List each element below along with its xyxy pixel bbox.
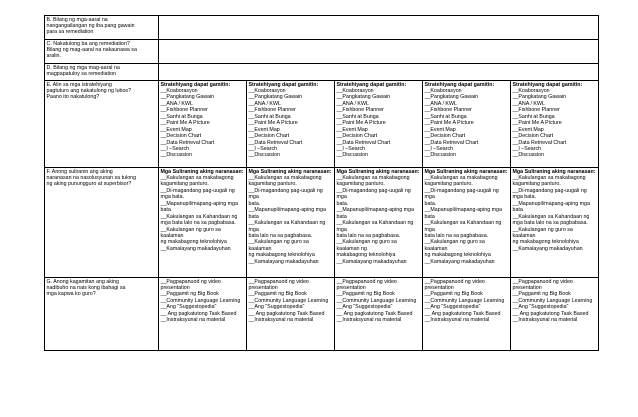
row-g-cell [511, 278, 599, 351]
row-f-cell [247, 168, 335, 278]
row-g-cell [159, 278, 247, 351]
row-g-cell [335, 278, 423, 351]
problems-heading: Mga Suliraning aking naranasan: [160, 168, 244, 175]
table-row-g [45, 278, 599, 351]
strategy-checklist: __Koaborasyon __Pangkatang Gawain __ANA / KWL __Fishbone Planner __Sanhi at Bunga __Paint Me A Picture __Event Map __Decision Chart __Data Retrieval Chart __I –Search __Discussion [424, 87, 479, 159]
table-row-c [45, 40, 599, 64]
row-f-cell [335, 168, 423, 278]
problems-checklist: __Kakulangan sa makabagong kagamitang panturo. __Di-magandang pag-uugali ng mga bata. __Mapanupil/mapang-aping mga bata __Kakulangan sa Kahandaan ng mga bata lalo na sa pagbabasa. __Kakulangan ng guro sa kaalaman ng makabagong teknolohiya __Kamalayang makadayuhan [424, 174, 502, 265]
row-b-content [159, 16, 599, 40]
row-g-label: G. Anong kagamitan ang aking nadibuho na nais kong ibahagi sa mga kapwa ko guro? [45, 278, 159, 351]
table-row-d [45, 64, 599, 81]
row-e-cell [247, 81, 335, 168]
row-g-cell [423, 278, 511, 351]
materials-checklist: __Pagpapanuod ng video presentation __Paggamit ng Big Book __Community Language Learning __Ang "Suggestopedia" __ Ang pagkatutong Task Based __Instraksyunal na material [160, 278, 241, 324]
row-c-content [159, 40, 599, 64]
row-e-cell [511, 81, 599, 168]
lesson-log-page [44, 15, 598, 351]
reflection-table [44, 15, 599, 351]
strategy-checklist: __Koaborasyon __Pangkatang Gawain __ANA / KWL __Fishbone Planner __Sanhi at Bunga __Paint Me A Picture __Event Map __Decision Chart __Data Retrieval Chart __I –Search __Discussion [512, 87, 567, 159]
problems-heading: Mga Suliraning aking naranasan: [248, 168, 332, 175]
row-f-label: F. Anong suliranin ang aking naranasan na nasolusyunan sa tulong ng aking punungguro at superbisor? [45, 168, 159, 278]
row-f-cell [511, 168, 599, 278]
problems-heading: Mga Suliraning aking naranasan: [336, 168, 420, 175]
table-row-e [45, 81, 599, 168]
problems-heading: Mga Suliraning aking naranasan: [424, 168, 508, 175]
row-b-label: B. Bilang ng mga-aaral na nangangailangan ng iba pang gawain para sa remediation [45, 16, 159, 40]
problems-checklist: __Kakulangan sa makabagong kagamitang panturo. __Di-magandang pag-uugali ng mga bata. __Mapanupil/mapang-aping mga bata __Kakulangan sa Kahandaan ng mga bata lalo na sa pagbabasa. __Kakulangan ng guro sa kaalaman ng makabagong teknolohiya __Kamalayang makadayuhan [160, 174, 238, 252]
strategy-checklist: __Koaborasyon __Pangkatang Gawain __ANA / KWL __Fishbone Planner __Sanhi at Bunga __Paint Me A Picture __Event Map __Decision Chart __Data Retrieval Chart __I –Search __Discussion [248, 87, 303, 159]
materials-checklist: __Pagpapanuod ng video presentation __Paggamit ng Big Book __Community Language Learning __Ang "Suggestopedia" __ Ang pagkatutong Task Based __Instraksyunal na material [512, 278, 593, 324]
row-f-cell [159, 168, 247, 278]
strategy-heading: Stratehiyang dapat gamitin: [512, 81, 583, 88]
table-row-b [45, 16, 599, 40]
row-e-cell [159, 81, 247, 168]
problems-heading: Mga Suliraning aking naranasan: [512, 168, 596, 175]
problems-checklist: __Kakulangan sa makabagong kagamitang panturo. __Di-magandang pag-uugali ng mga bata. __Mapanupil/mapang-aping mga bata __Kakulangan sa Kahandaan ng mga bata lalo na sa pagbabasa. __Kakulangan ng guro sa kaalaman ng makabagong teknolohiya __Kamalayang makadayuhan [336, 174, 414, 265]
row-f-cell [423, 168, 511, 278]
materials-checklist: __Pagpapanuod ng video presentation __Paggamit ng Big Book __Community Language Learning __Ang "Suggestopedia" __ Ang pagkatutong Task Based __Instraksyunal na material [336, 278, 417, 324]
materials-checklist: __Pagpapanuod ng video presentation __Paggamit ng Big Book __Community Language Learning __Ang "Suggestopedia" __ Ang pagkatutong Task Based __Instraksyunal na material [248, 278, 329, 324]
row-e-label: E. Alin sa mga istratehiyang pagtuturo ang nakatulong ng lubos? Paano ito nakatulong? [45, 81, 159, 168]
strategy-heading: Stratehiyang dapat gamitin: [248, 81, 319, 88]
strategy-checklist: __Koaborasyon __Pangkatang Gawain __ANA / KWL __Fishbone Planner __Sanhi at Bunga __Paint Me A Picture __Event Map __Decision Chart __Data Retrieval Chart __I –Search __Discussion [160, 87, 215, 159]
strategy-heading: Stratehiyang dapat gamitin: [160, 81, 231, 88]
row-c-label: C. Nakatulong ba ang remediation? Bilang ng mag-aaral na nakaunawa sa aralin. [45, 40, 159, 64]
row-e-cell [423, 81, 511, 168]
row-e-cell [335, 81, 423, 168]
row-g-cell [247, 278, 335, 351]
strategy-heading: Stratehiyang dapat gamitin: [336, 81, 407, 88]
table-row-f [45, 168, 599, 278]
problems-checklist: __Kakulangan sa makabagong kagamitang panturo. __Di-magandang pag-uugali ng mga bata. __Mapanupil/mapang-aping mga bata __Kakulangan sa Kahandaan ng mga bata lalo na sa pagbabasa. __Kakulangan ng guro sa kaalaman ng makabagong teknolohiya __Kamalayang makadayuhan [248, 174, 326, 265]
strategy-heading: Stratehiyang dapat gamitin: [424, 81, 495, 88]
strategy-checklist: __Koaborasyon __Pangkatang Gawain __ANA / KWL __Fishbone Planner __Sanhi at Bunga __Paint Me A Picture __Event Map __Decision Chart __Data Retrieval Chart __I –Search __Discussion [336, 87, 391, 159]
problems-checklist: __Kakulangan sa makabagong kagamitang panturo. __Di-magandang pag-uugali ng mga bata. __Mapanupil/mapang-aping mga bata __Kakulangan sa Kahandaan ng mga bata lalo na sa pagbabasa. __Kakulangan ng guro sa kaalaman ng makabagong teknolohiya __Kamalayang makadayuhan [512, 174, 590, 252]
row-d-label: D. Bilang ng mga mag-aaral na magpapatuloy sa remediation [45, 64, 159, 81]
row-d-content [159, 64, 599, 81]
materials-checklist: __Pagpapanuod ng video presentation __Paggamit ng Big Book __Community Language Learning __Ang "Suggestopedia" __ Ang pagkatutong Task Based __Instraksyunal na material [424, 278, 505, 324]
